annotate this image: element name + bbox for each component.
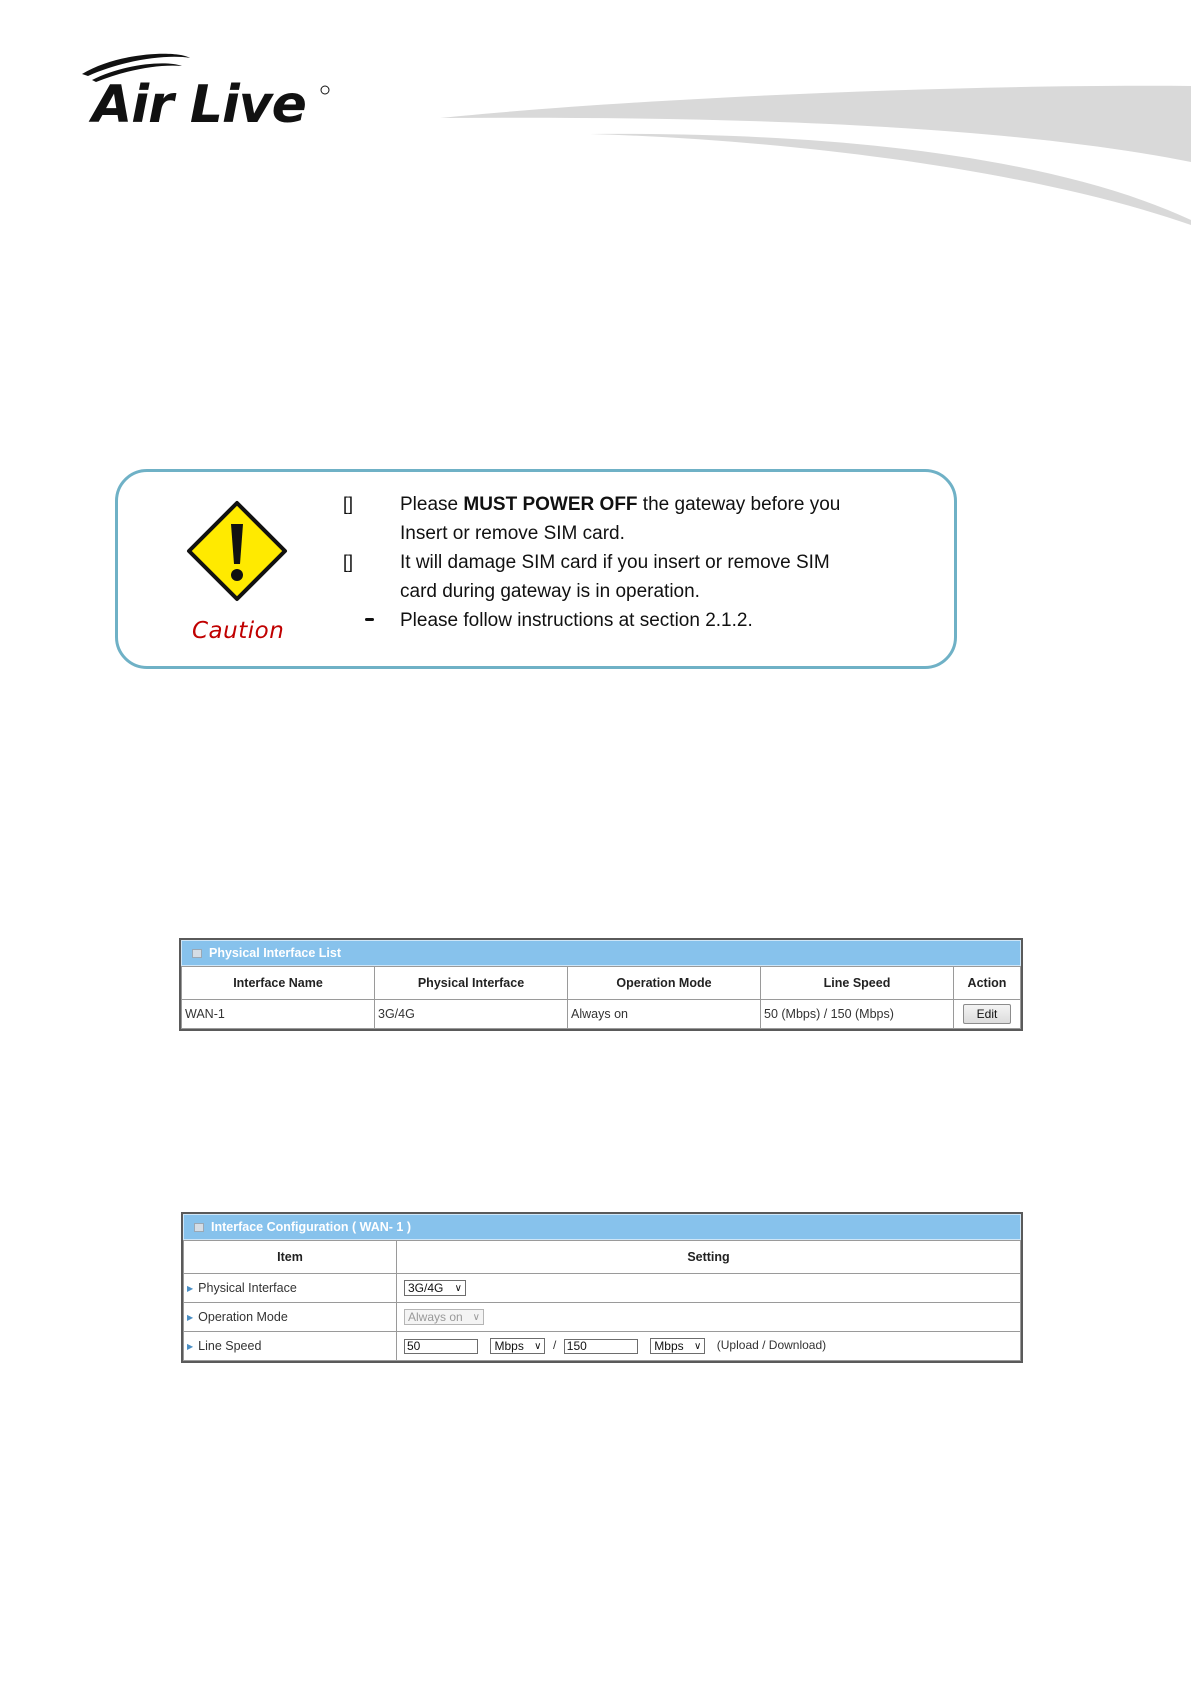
caution-label: Caution	[192, 618, 285, 644]
interface-configuration-table	[183, 1240, 1021, 1361]
speed-note: (Upload / Download)	[716, 1338, 827, 1353]
svg-text:Air Live: Air Live	[92, 75, 306, 135]
physical-interface-list-header	[181, 940, 1021, 966]
col-operation-mode: Operation Mode	[568, 967, 761, 1000]
upload-unit-value: Mbps	[494, 1339, 524, 1353]
col-interface-name: Interface Name	[182, 967, 375, 1000]
operation-mode-select	[404, 1309, 484, 1325]
col-physical-interface: Physical Interface	[375, 967, 568, 1000]
physical-interface-select[interactable]	[404, 1280, 466, 1296]
table-row	[182, 1000, 1021, 1029]
row-arrow-icon: ▶	[187, 1342, 194, 1351]
physical-interface-list-title: Physical Interface List	[209, 946, 342, 960]
download-speed-input[interactable]: 150	[564, 1339, 638, 1354]
warning-sign-icon	[186, 500, 288, 602]
row-setting-line-speed	[397, 1332, 1021, 1361]
interface-configuration	[181, 1212, 1023, 1363]
table-header-row	[184, 1241, 1021, 1274]
row-label-operation-mode	[184, 1303, 397, 1332]
table-row	[184, 1274, 1021, 1303]
caution-line-4: card during gateway is in operation.	[400, 581, 700, 602]
dash-bullet-icon	[365, 618, 374, 621]
speed-separator: /	[552, 1338, 557, 1353]
airlive-logo	[78, 52, 358, 142]
chevron-down-icon: ∨	[454, 1282, 462, 1294]
cell-action	[954, 1000, 1021, 1029]
edit-button[interactable]: Edit	[963, 1004, 1012, 1024]
collapse-icon[interactable]	[194, 1223, 204, 1232]
cell-line-speed: 50 (Mbps) / 150 (Mbps)	[761, 1000, 954, 1029]
header-swoosh	[440, 80, 1191, 225]
interface-configuration-title: Interface Configuration ( WAN- 1 )	[211, 1220, 411, 1234]
bullet-icon: []	[343, 494, 354, 514]
operation-mode-label: Operation Mode	[198, 1310, 288, 1324]
col-action: Action	[954, 967, 1021, 1000]
airlive-logo-graphic	[78, 52, 358, 142]
col-item: Item	[184, 1241, 397, 1274]
row-setting-operation-mode	[397, 1303, 1021, 1332]
row-label-physical-interface	[184, 1274, 397, 1303]
chevron-down-icon: ∨	[693, 1340, 702, 1352]
caution-line-2: Insert or remove SIM card.	[400, 523, 625, 544]
physical-interface-value: 3G/4G	[408, 1281, 444, 1295]
physical-interface-table	[181, 966, 1021, 1029]
caution-line-1-post: the gateway before you	[637, 494, 841, 515]
download-unit-select[interactable]	[650, 1338, 705, 1354]
physical-interface-label: Physical Interface	[198, 1281, 297, 1295]
col-setting: Setting	[397, 1241, 1021, 1274]
line-speed-label: Line Speed	[198, 1339, 262, 1353]
caution-line-3: It will damage SIM card if you insert or remove SIM	[400, 552, 830, 573]
caution-line-1-bold: MUST POWER OFF	[463, 494, 638, 515]
cell-interface-name: WAN-1	[182, 1000, 375, 1029]
upload-unit-select[interactable]	[490, 1338, 545, 1354]
collapse-icon[interactable]	[192, 949, 202, 958]
caution-callout	[115, 469, 957, 669]
operation-mode-value: Always on	[408, 1310, 463, 1324]
physical-interface-list	[179, 938, 1023, 1031]
row-arrow-icon: ▶	[187, 1284, 194, 1293]
row-label-line-speed	[184, 1332, 397, 1361]
upload-speed-input[interactable]: 50	[404, 1339, 478, 1354]
col-line-speed: Line Speed	[761, 967, 954, 1000]
table-row	[184, 1332, 1021, 1361]
chevron-down-icon: ∨	[472, 1311, 480, 1323]
row-setting-physical-interface	[397, 1274, 1021, 1303]
interface-configuration-header	[183, 1214, 1021, 1240]
download-unit-value: Mbps	[654, 1339, 684, 1353]
chevron-down-icon: ∨	[534, 1340, 542, 1352]
caution-line-1	[400, 494, 840, 516]
cell-physical-interface: 3G/4G	[375, 1000, 568, 1029]
caution-line-1-pre: Please	[400, 494, 464, 515]
caution-line-5: Please follow instructions at section 2.1.2.	[400, 610, 753, 631]
row-arrow-icon: ▶	[187, 1313, 194, 1322]
cell-operation-mode: Always on	[568, 1000, 761, 1029]
table-row	[184, 1303, 1021, 1332]
table-header-row	[182, 967, 1021, 1000]
bullet-icon: []	[343, 552, 354, 572]
